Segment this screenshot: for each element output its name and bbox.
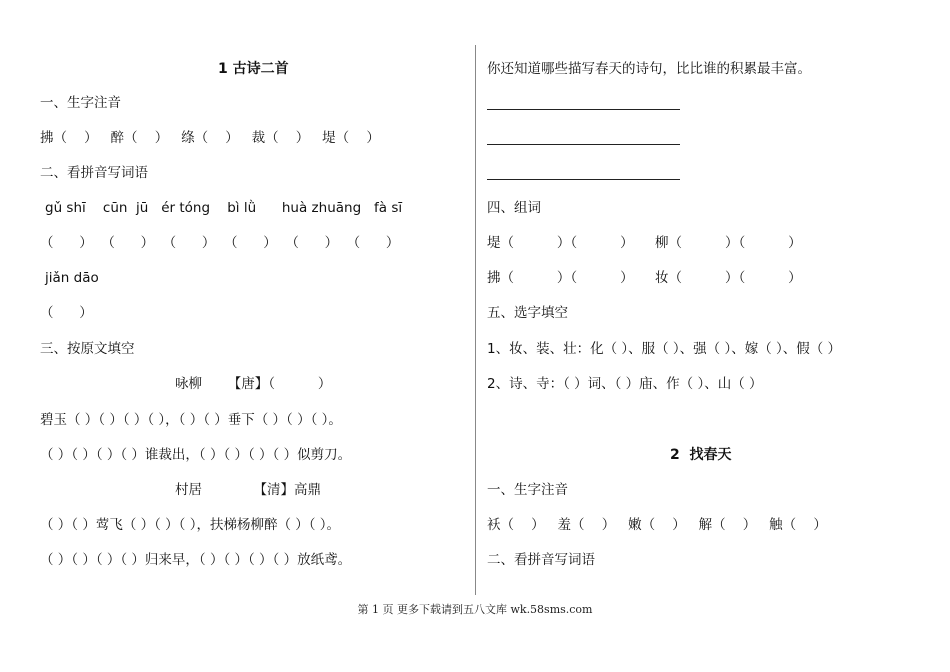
- section3-heading: 三、按原文填空: [40, 341, 135, 357]
- answer-line-1: [487, 109, 680, 110]
- section7-heading: 二、看拼音写词语: [487, 552, 595, 568]
- page-footer: 第 1 页 更多下载请到五八文库 wk.58sms.com: [357, 603, 593, 616]
- section5-line1: 1、妆、装、壮：化（ ）、服（ ）、强（ ）、嫁（ ）、假（ ）: [487, 341, 842, 357]
- poem2-heading: 村居 【清】高鼎: [175, 482, 321, 498]
- lesson1-title: 1 古诗二首: [218, 61, 289, 77]
- poem1-heading: 咏柳 【唐】（ ）: [175, 376, 332, 392]
- poetry-question: 你还知道哪些描写春天的诗句，比比谁的积累最丰富。: [487, 61, 811, 77]
- section6-heading: 一、生字注音: [487, 482, 568, 498]
- section2-heading: 二、看拼音写词语: [40, 165, 148, 181]
- pinyin-line1: gǔ shī cūn jū ér tóng bì lǜ huà zhuāng fà sī: [45, 200, 403, 216]
- lesson2-title: 2 找春天: [670, 447, 732, 463]
- poem2-line1: （ ）（ ）莺飞（ ）（ ）（ ），扶梯杨柳醉（ ）（ ）。: [40, 517, 341, 533]
- section4-line2: 拂（ ）（ ） 妆（ ）（ ）: [487, 270, 802, 286]
- section6-chars: 袄（ ） 羞（ ） 嫩（ ） 解（ ） 触（ ）: [487, 517, 827, 533]
- section4-heading: 四、组词: [487, 200, 541, 216]
- poem1-line2: （ ）（ ）（ ）（ ）谁裁出，（ ）（ ）（ ）（ ）似剪刀。: [40, 447, 352, 463]
- blanks-line2: （ ）: [40, 305, 93, 321]
- poem2-line2: （ ）（ ）（ ）（ ）归来早，（ ）（ ）（ ）（ ）放纸鸢。: [40, 552, 352, 568]
- blanks-line1: （ ） （ ） （ ） （ ） （ ） （ ）: [40, 235, 400, 251]
- poem1-line1: 碧玉（ ）（ ）（ ）（ ），（ ）（ ）垂下（ ）（ ）（ ）。: [40, 412, 342, 428]
- section1-heading: 一、生字注音: [40, 95, 121, 111]
- column-divider: [475, 45, 476, 595]
- answer-line-2: [487, 144, 680, 145]
- answer-line-3: [487, 179, 680, 180]
- section4-line1: 堤（ ）（ ） 柳（ ）（ ）: [487, 235, 802, 251]
- section1-chars: 拂（ ） 醉（ ） 绦（ ） 裁（ ） 堤（ ）: [40, 130, 380, 146]
- section5-line2: 2、诗、寺：（ ）词、（ ）庙、作（ ）、山（ ）: [487, 376, 763, 392]
- pinyin-line2: jiǎn dāo: [45, 270, 99, 286]
- section5-heading: 五、选字填空: [487, 305, 568, 321]
